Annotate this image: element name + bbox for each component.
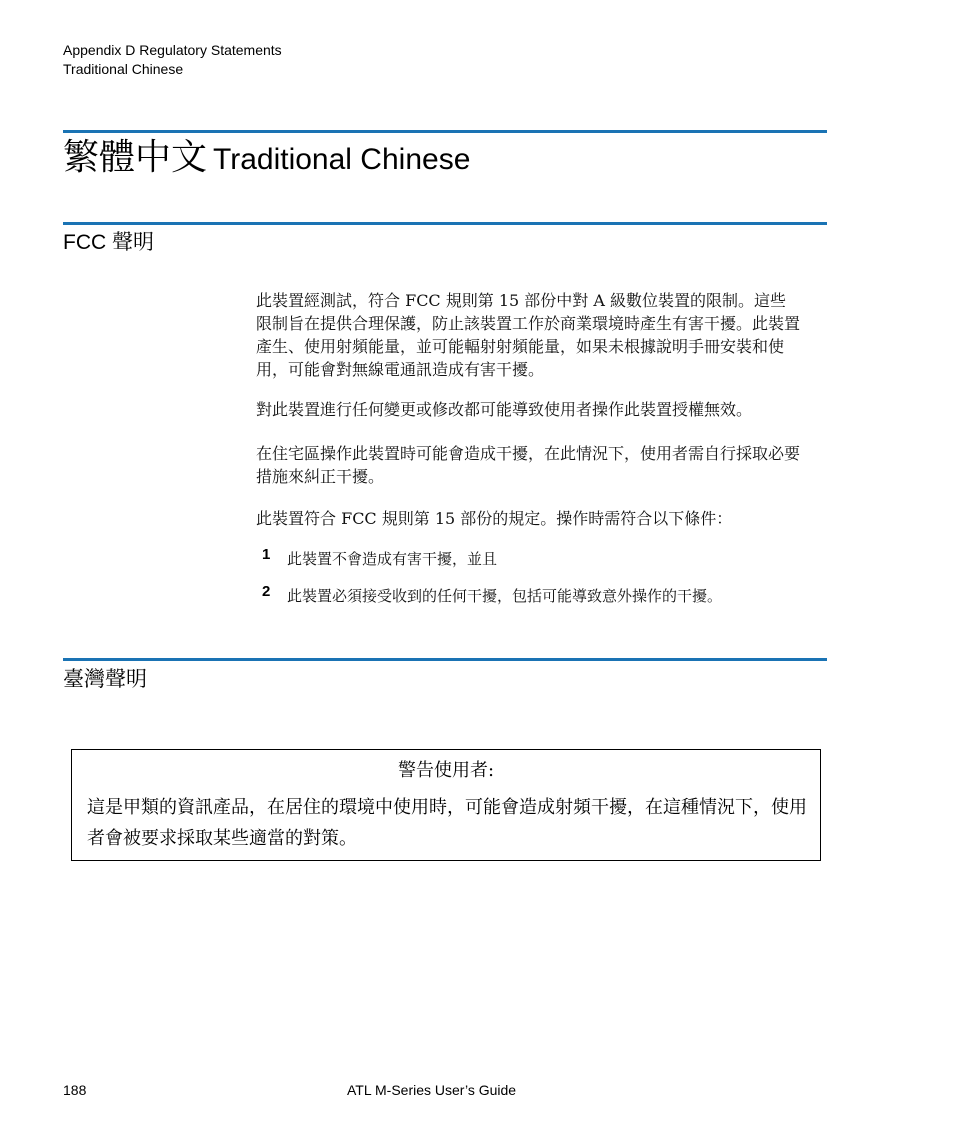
fcc-paragraph-3 <box>256 442 801 488</box>
running-header-chapter: Appendix D Regulatory Statements <box>63 42 282 58</box>
fcc-paragraph-text: 在住宅區操作此裝置時可能會造成干擾，在此情況下，使用者需自行採取必要措施來糾正干擾。 <box>256 444 801 486</box>
fcc-paragraph-text: 此裝置經測試，符合 FCC 規則第 15 部份中對 A 級數位裝置的限制。這些限制旨在提供合理保護，防止該裝置工作於商業環境時產生有害干擾。此裝置產生、使用射頻能量，並可能輻射射頻能量，如果未根據說明手冊安裝和使用，可能會對無線電通訊造成有害干擾。 <box>256 291 801 379</box>
page-title-latin: Traditional Chinese <box>213 143 471 176</box>
fcc-heading: FCC 聲明 <box>63 231 154 254</box>
warning-body: 這是甲類的資訊產品，在居住的環境中使用時，可能會造成射頻干擾，在這種情況下，使用者會被要求採取某些適當的對策。 <box>87 797 807 849</box>
fcc-item-1-text: 此裝置不會造成有害干擾，並且 <box>287 550 498 568</box>
fcc-paragraph-4 <box>256 507 801 530</box>
fcc-paragraph-text: 對此裝置進行任何變更或修改都可能導致使用者操作此裝置授權無效。 <box>256 400 753 419</box>
taiwan-section-rule <box>63 658 827 661</box>
page-title-cjk: 繁體中文 <box>63 137 208 178</box>
fcc-paragraph-text: 此裝置符合 FCC 規則第 15 部份的規定。操作時需符合以下條件： <box>256 509 733 528</box>
fcc-section-rule <box>63 222 827 225</box>
fcc-paragraph-2 <box>256 398 801 421</box>
taiwan-heading: 臺灣聲明 <box>63 668 147 691</box>
fcc-item-1-number: 1 <box>262 546 271 563</box>
running-header-section: Traditional Chinese <box>63 61 184 77</box>
fcc-item-2-text: 此裝置必須接受收到的任何干擾，包括可能導致意外操作的干擾。 <box>287 587 723 605</box>
fcc-item-2-number: 2 <box>262 583 271 600</box>
page-number: 188 <box>63 1082 87 1098</box>
warning-title: 警告使用者: <box>397 760 495 781</box>
fcc-paragraph-1 <box>256 289 801 381</box>
page-title <box>63 133 470 190</box>
guide-title: ATL M-Series User’s Guide <box>347 1082 517 1098</box>
warning-box <box>71 749 821 861</box>
